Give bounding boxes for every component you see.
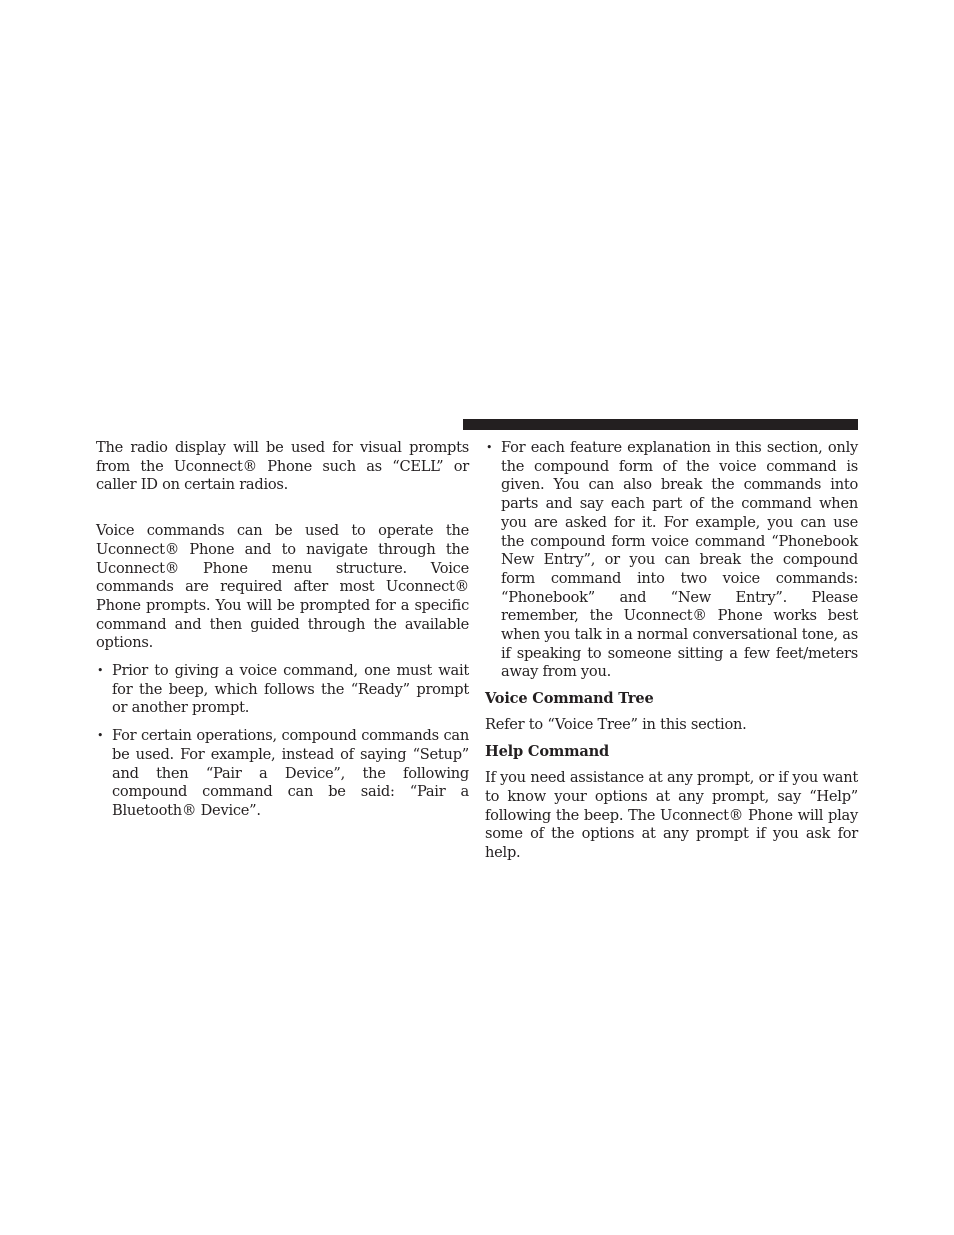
voice-commands-paragraph: Voice commands can be used to operate the Uconnect® Phone and to navigate through the Uconnect® Phone menu structure. Voice commands are required after most Uconnect® Phone prompts. You will be prompted for a specific command and then guided through the available options. (96, 522, 469, 652)
bullet-icon: • (486, 441, 493, 454)
help-command-heading: Help Command (485, 742, 610, 760)
list-item-text: For certain operations, compound commands can be used. For example, instead of saying “Setup” and then “Pair a Device”, the following compound command can be said: “Pair a Bluetooth® Device”. (112, 727, 469, 819)
list-item-text: Prior to giving a voice command, one must wait for the beep, which follows the “Ready” prompt or another prompt. (112, 662, 469, 717)
left-column (96, 439, 469, 821)
right-bullet-list (485, 439, 858, 682)
left-bullet-list (96, 662, 469, 821)
list-item (96, 727, 469, 821)
list-item (485, 439, 858, 682)
voice-command-tree-heading: Voice Command Tree (485, 690, 654, 708)
section-header-bar (463, 419, 858, 430)
list-item-text: For each feature explanation in this section, only the compound form of the voice command is given. You can also break the commands into parts and say each part of the command when you are asked for it. For example, you can use the compound form voice command “Phonebook New Entry”, or you can break the compound form command into two voice commands: “Phonebook” and “New Entry”. Please remember, the Uconnect® Phone works best when you talk in a normal conversational tone, as if speaking to someone sitting a few feet/meters away from you. (501, 439, 858, 681)
radio-display-paragraph: The radio display will be used for visual prompts from the Uconnect® Phone such as “CELL” or caller ID on certain radios. (96, 439, 469, 494)
bullet-icon: • (97, 729, 104, 743)
help-command-text: If you need assistance at any prompt, or if you want to know your options at any prompt, say “Help” following the beep. The Uconnect® Phone will play some of the options at any prompt if you ask for help. (485, 769, 858, 862)
list-item (96, 662, 469, 718)
bullet-icon: • (97, 664, 104, 678)
right-column (485, 439, 858, 863)
voice-command-tree-text: Refer to “Voice Tree” in this section. (485, 715, 747, 733)
